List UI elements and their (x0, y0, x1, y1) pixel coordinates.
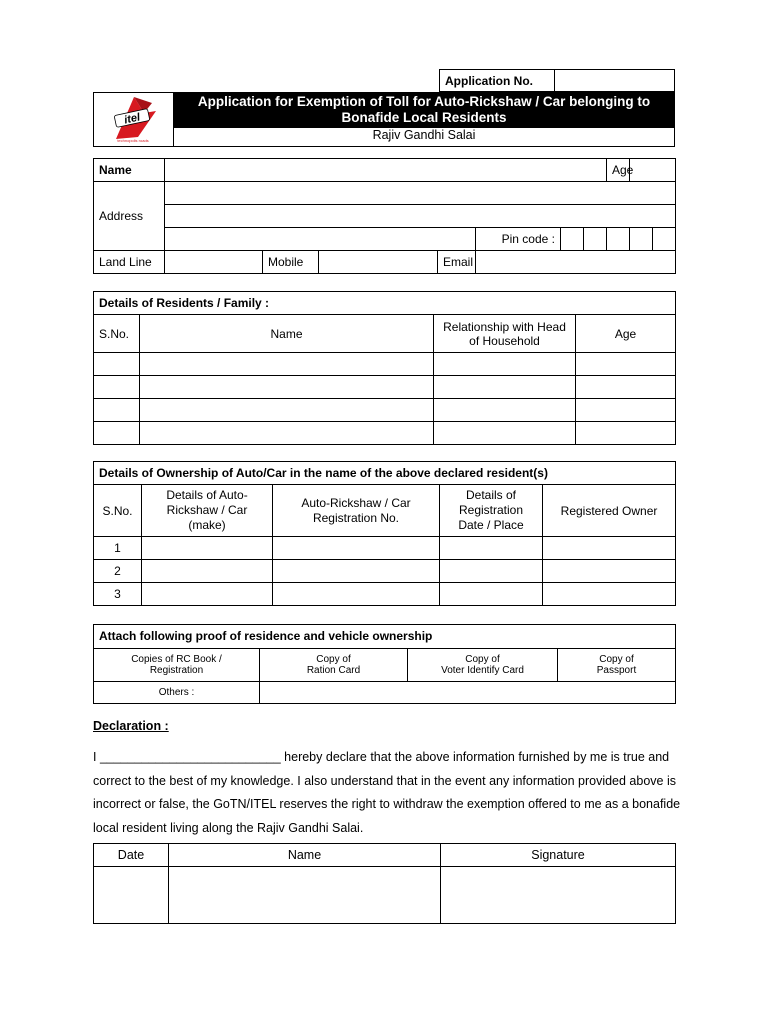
landline-label: Land Line (94, 251, 165, 274)
table-row (94, 422, 676, 445)
signature-header: Signature (441, 844, 676, 867)
cell[interactable] (142, 537, 273, 560)
proof-item-voter-id[interactable] (408, 649, 558, 682)
cell: 1 (94, 537, 142, 560)
date-field[interactable] (94, 867, 169, 924)
table-row (94, 353, 676, 376)
email-label: Email (438, 251, 476, 274)
address-label: Address (94, 182, 165, 251)
proof-item-ration-card[interactable] (260, 649, 408, 682)
cell: 3 (94, 583, 142, 606)
personal-details-table (93, 158, 676, 274)
age-label: Age (607, 159, 630, 182)
cell[interactable] (434, 399, 576, 422)
proof-item-rc-book[interactable] (94, 649, 260, 682)
pincode-digit[interactable] (653, 228, 676, 251)
cell[interactable] (576, 376, 676, 399)
residents-table (93, 291, 676, 445)
pincode-digit[interactable] (584, 228, 607, 251)
address-line-3[interactable] (165, 228, 476, 251)
name-field[interactable] (165, 159, 607, 182)
ownership-header-owner: Registered Owner (543, 485, 676, 537)
cell[interactable] (94, 353, 140, 376)
form-subtitle: Rajiv Gandhi Salai (372, 128, 476, 142)
residents-header-name: Name (140, 315, 434, 353)
form-title (174, 93, 674, 128)
ownership-table (93, 461, 676, 606)
address-line-2[interactable] (165, 205, 676, 228)
cell[interactable] (543, 583, 676, 606)
cell[interactable] (543, 560, 676, 583)
table-row (94, 376, 676, 399)
cell[interactable] (543, 537, 676, 560)
cell[interactable] (273, 560, 440, 583)
cell[interactable] (142, 583, 273, 606)
others-field[interactable] (260, 682, 676, 704)
itel-logo (94, 93, 174, 146)
email-field[interactable] (476, 251, 676, 274)
cell[interactable] (140, 399, 434, 422)
name-header: Name (169, 844, 441, 867)
ownership-heading: Details of Ownership of Auto/Car in the name of the above declared resident(s) (94, 462, 676, 485)
proof-line: Registration (149, 665, 204, 676)
ownership-header-make: Details of Auto-Rickshaw / Car (make) (142, 485, 273, 537)
proof-line: Voter Identify Card (441, 665, 524, 676)
cell[interactable] (440, 537, 543, 560)
application-no-label: Application No. (440, 70, 555, 92)
address-line-1[interactable] (165, 182, 676, 205)
proof-line: Passport (596, 665, 637, 676)
proof-line: Copies of RC Book / (131, 654, 222, 665)
signature-table (93, 843, 676, 924)
age-field[interactable] (630, 159, 676, 182)
landline-field[interactable] (165, 251, 263, 274)
mobile-label: Mobile (263, 251, 319, 274)
proof-line: Copy of (316, 654, 351, 665)
declaration-text: I __________________________ hereby declare that the above information furnished by me is true and correct to the best of my knowledge. I also understand that in the event any information provided above is incorrect or false, the GoTN/ITEL reserves the right to withdraw the exemption offered to me as a bonafide local resident living along the Rajiv Gandhi Salai. (93, 750, 681, 835)
ownership-header-sno: S.No. (94, 485, 142, 537)
cell[interactable] (440, 560, 543, 583)
cell[interactable] (576, 353, 676, 376)
residents-header-age: Age (576, 315, 676, 353)
cell[interactable] (434, 353, 576, 376)
proof-line: Copy of (465, 654, 500, 665)
residents-heading: Details of Residents / Family : (94, 292, 676, 315)
proof-heading: Attach following proof of residence and vehicle ownership (94, 625, 676, 649)
proof-item-passport[interactable] (558, 649, 676, 682)
table-row (94, 583, 676, 606)
cell[interactable] (142, 560, 273, 583)
cell[interactable] (140, 353, 434, 376)
name-label: Name (94, 159, 165, 182)
cell[interactable] (576, 399, 676, 422)
application-no-box (439, 69, 675, 92)
cell[interactable] (140, 422, 434, 445)
signature-field[interactable] (441, 867, 676, 924)
application-no-field[interactable] (555, 70, 675, 92)
name-field[interactable] (169, 867, 441, 924)
cell[interactable] (434, 376, 576, 399)
mobile-field[interactable] (319, 251, 438, 274)
residents-header-sno: S.No. (94, 315, 140, 353)
cell[interactable] (273, 583, 440, 606)
pincode-digit[interactable] (607, 228, 630, 251)
table-row (94, 537, 676, 560)
cell[interactable] (94, 399, 140, 422)
proof-line: Ration Card (306, 665, 361, 676)
ownership-header-regno: Auto-Rickshaw / Car Registration No. (273, 485, 440, 537)
cell[interactable] (94, 422, 140, 445)
table-row (94, 560, 676, 583)
pincode-digit[interactable] (561, 228, 584, 251)
cell: 2 (94, 560, 142, 583)
others-label: Others : (94, 682, 260, 704)
title-line-2: Bonafide Local Residents (341, 110, 507, 125)
ownership-header-regdate: Details of Registration Date / Place (440, 485, 543, 537)
pincode-label: Pin code : (476, 228, 561, 251)
cell[interactable] (94, 376, 140, 399)
logo-tagline: technopolis roads (117, 138, 149, 143)
date-header: Date (94, 844, 169, 867)
cell[interactable] (576, 422, 676, 445)
table-row (94, 399, 676, 422)
cell[interactable] (434, 422, 576, 445)
cell[interactable] (140, 376, 434, 399)
residents-header-relationship: Relationship with Head of Household (434, 315, 576, 353)
form-header (93, 92, 675, 147)
logo-text: itel (123, 111, 142, 127)
proof-line: Copy of (599, 654, 634, 665)
cell[interactable] (273, 537, 440, 560)
pincode-digit[interactable] (630, 228, 653, 251)
proof-table (93, 624, 676, 704)
title-line-1: Application for Exemption of Toll for Auto-Rickshaw / Car belonging to (197, 94, 651, 109)
cell[interactable] (440, 583, 543, 606)
declaration-heading: Declaration : (93, 719, 169, 733)
